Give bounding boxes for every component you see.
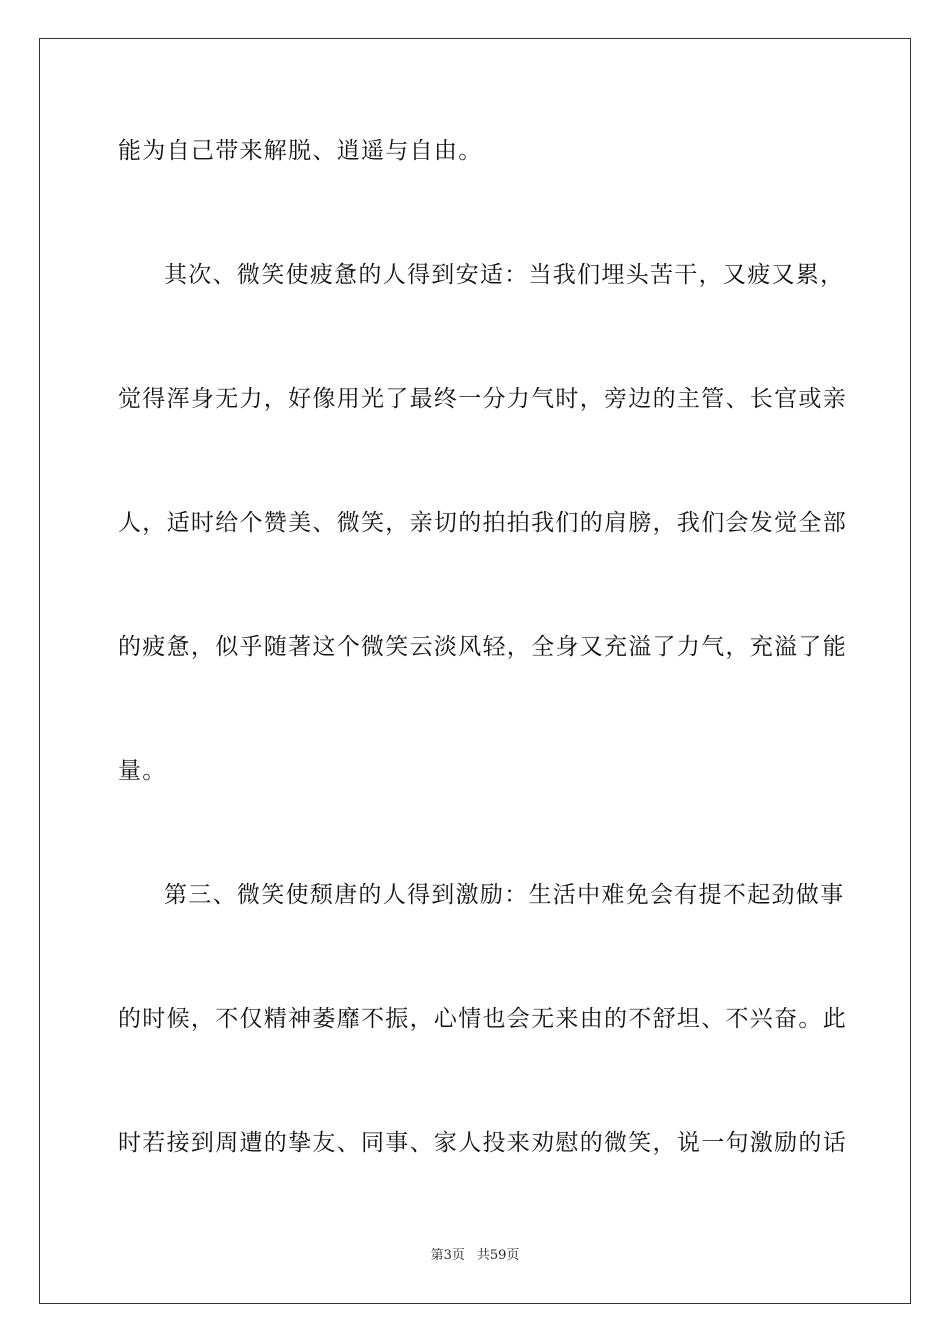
body-text-line: 时若接到周遭的挚友、同事、家人投来劝慰的微笑，说一句激励的话: [118, 1130, 847, 1156]
body-text-line: 的疲惫，似乎随著这个微笑云淡风轻，全身又充溢了力气，充溢了能: [118, 634, 847, 660]
page-border: [39, 38, 911, 1304]
body-text-line: 量。: [118, 758, 167, 784]
body-text-line: 的时候，不仅精神萎靡不振，心情也会无来由的不舒坦、不兴奋。此: [118, 1006, 847, 1032]
page-footer: [0, 1246, 950, 1266]
body-text-line: 觉得浑身无力，好像用光了最终一分力气时，旁边的主管、长官或亲: [118, 386, 847, 412]
paragraph-start-line: 其次、微笑使疲惫的人得到安适：当我们埋头苦干，又疲又累，: [164, 262, 845, 288]
page-number: 第3页: [430, 1248, 465, 1263]
paragraph-start-line: 第三、微笑使颓唐的人得到激励：生活中难免会有提不起劲做事: [164, 882, 845, 908]
body-text-line: 能为自己带来解脱、逍遥与自由。: [118, 138, 483, 164]
body-text-line: 人，适时给个赞美、微笑，亲切的拍拍我们的肩膀，我们会发觉全部: [118, 510, 847, 536]
page-total: 共59页: [476, 1248, 520, 1263]
